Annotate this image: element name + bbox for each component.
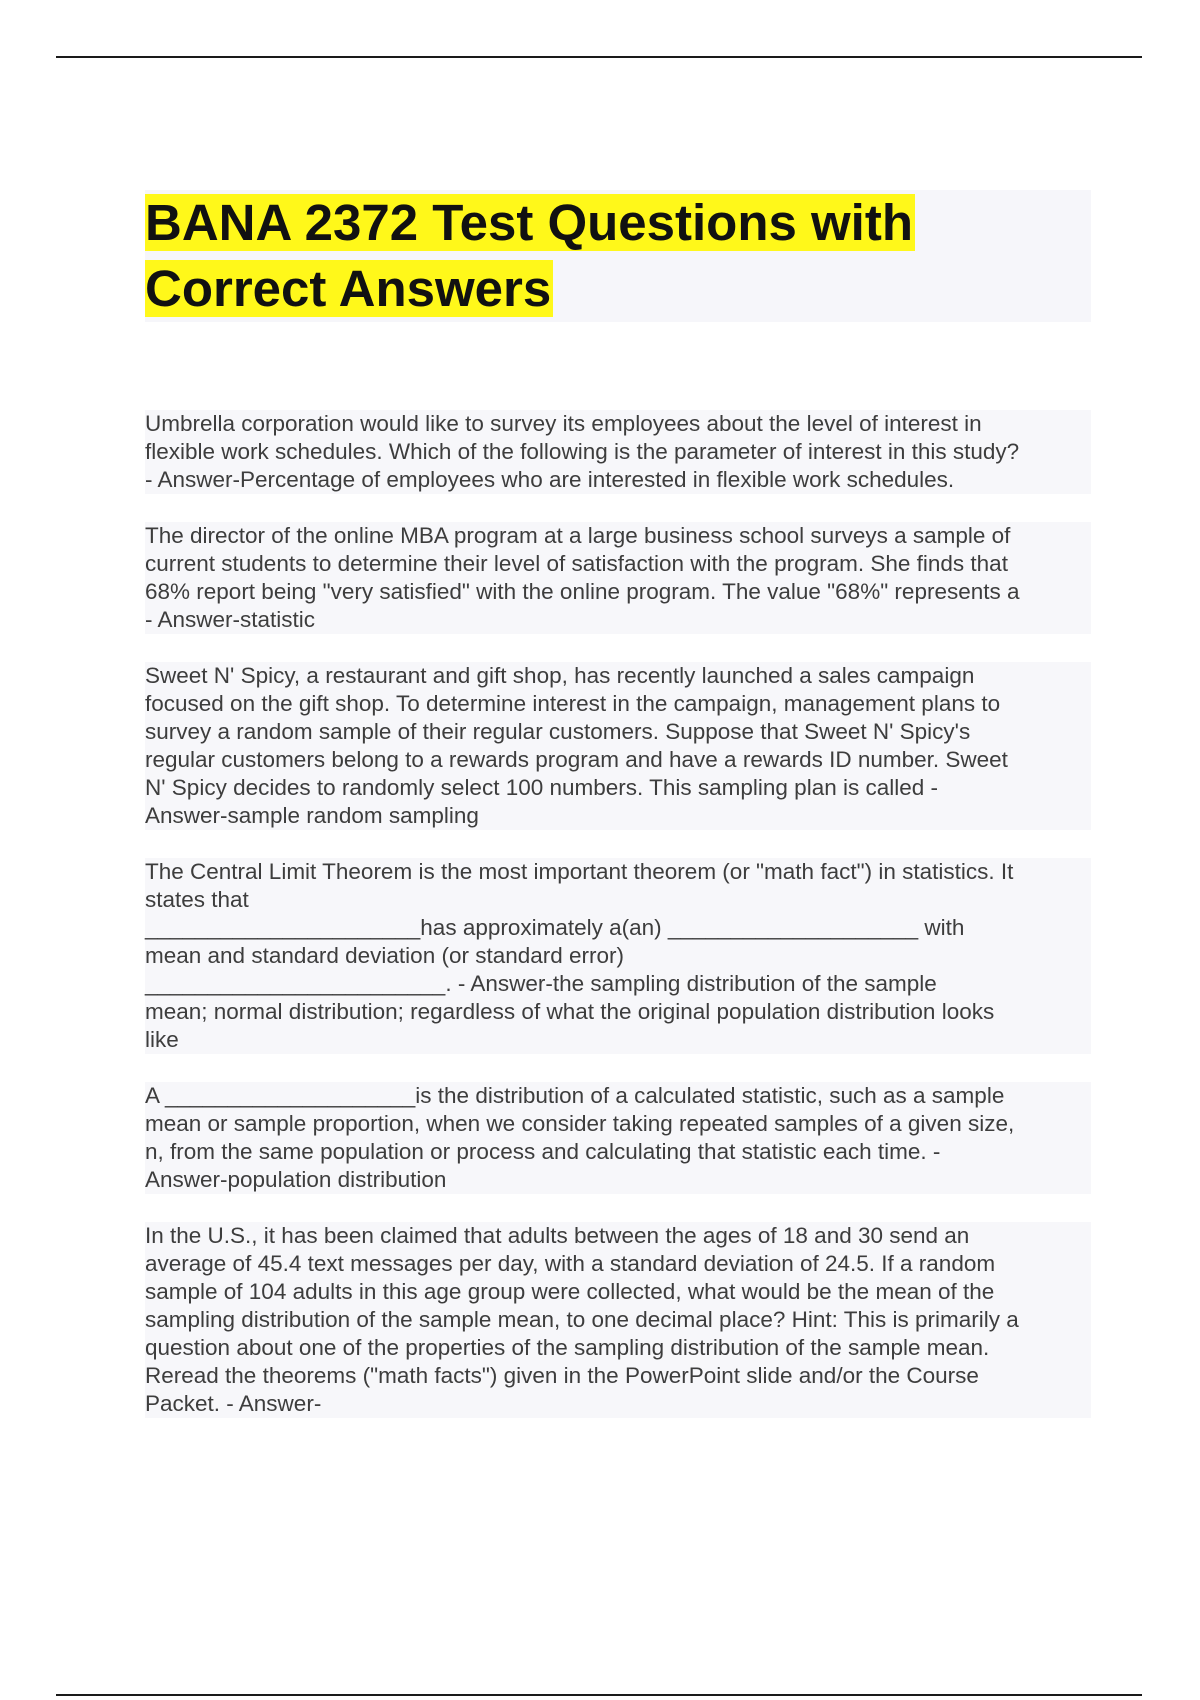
qa-item [145, 1222, 1091, 1418]
qa-text: Umbrella corporation would like to survey its employees about the level of interest in flexible work schedules. Which of the following is the parameter of interest in this study? - Answer-Percentage of employees who are interested in flexible work schedules. [145, 410, 1091, 494]
document-title [145, 190, 1005, 322]
qa-item [145, 858, 1091, 1054]
question-answer-list [145, 410, 1091, 1446]
qa-item [145, 1082, 1091, 1194]
top-rule [56, 56, 1142, 58]
qa-text: The director of the online MBA program at a large business school surveys a sample of current students to determine their level of satisfaction with the program. She finds that 68% report being "very satisfied" with the online program. The value "68%" represents a - Answer-statistic [145, 522, 1091, 634]
qa-text: A ____________________is the distribution of a calculated statistic, such as a sample mean or sample proportion, when we consider taking repeated samples of a given size, n, from the same population or process and calculating that statistic each time. - Answer-population distribution [145, 1082, 1091, 1194]
bottom-rule [56, 1694, 1142, 1696]
qa-text: In the U.S., it has been claimed that adults between the ages of 18 and 30 send an average of 45.4 text messages per day, with a standard deviation of 24.5. If a random sample of 104 adults in this age group were collected, what would be the mean of the sampling distribution of the sample mean, to one decimal place? Hint: This is primarily a question about one of the properties of the sampling distribution of the sample mean. Reread the theorems ("math facts") given in the PowerPoint slide and/or the Course Packet. - Answer- [145, 1222, 1091, 1418]
qa-text: Sweet N' Spicy, a restaurant and gift shop, has recently launched a sales campaign focused on the gift shop. To determine interest in the campaign, management plans to survey a random sample of their regular customers. Suppose that Sweet N' Spicy's regular customers belong to a rewards program and have a rewards ID number. Sweet N' Spicy decides to randomly select 100 numbers. This sampling plan is called - Answer-sample random sampling [145, 662, 1091, 830]
qa-item [145, 410, 1091, 494]
title-line-2: Correct Answers [145, 260, 552, 317]
qa-text: The Central Limit Theorem is the most important theorem (or "math fact") in statistics. It states that ______________________has approximately a(an) ____________________ with mean and standard deviation (or standard error) ________________________. - Answer-the sampling distribution of the sample mean; normal distribution; regardless of what the original population distribution looks like [145, 858, 1091, 1054]
qa-item [145, 522, 1091, 634]
title-line-1: BANA 2372 Test Questions with [145, 194, 913, 251]
qa-item [145, 662, 1091, 830]
